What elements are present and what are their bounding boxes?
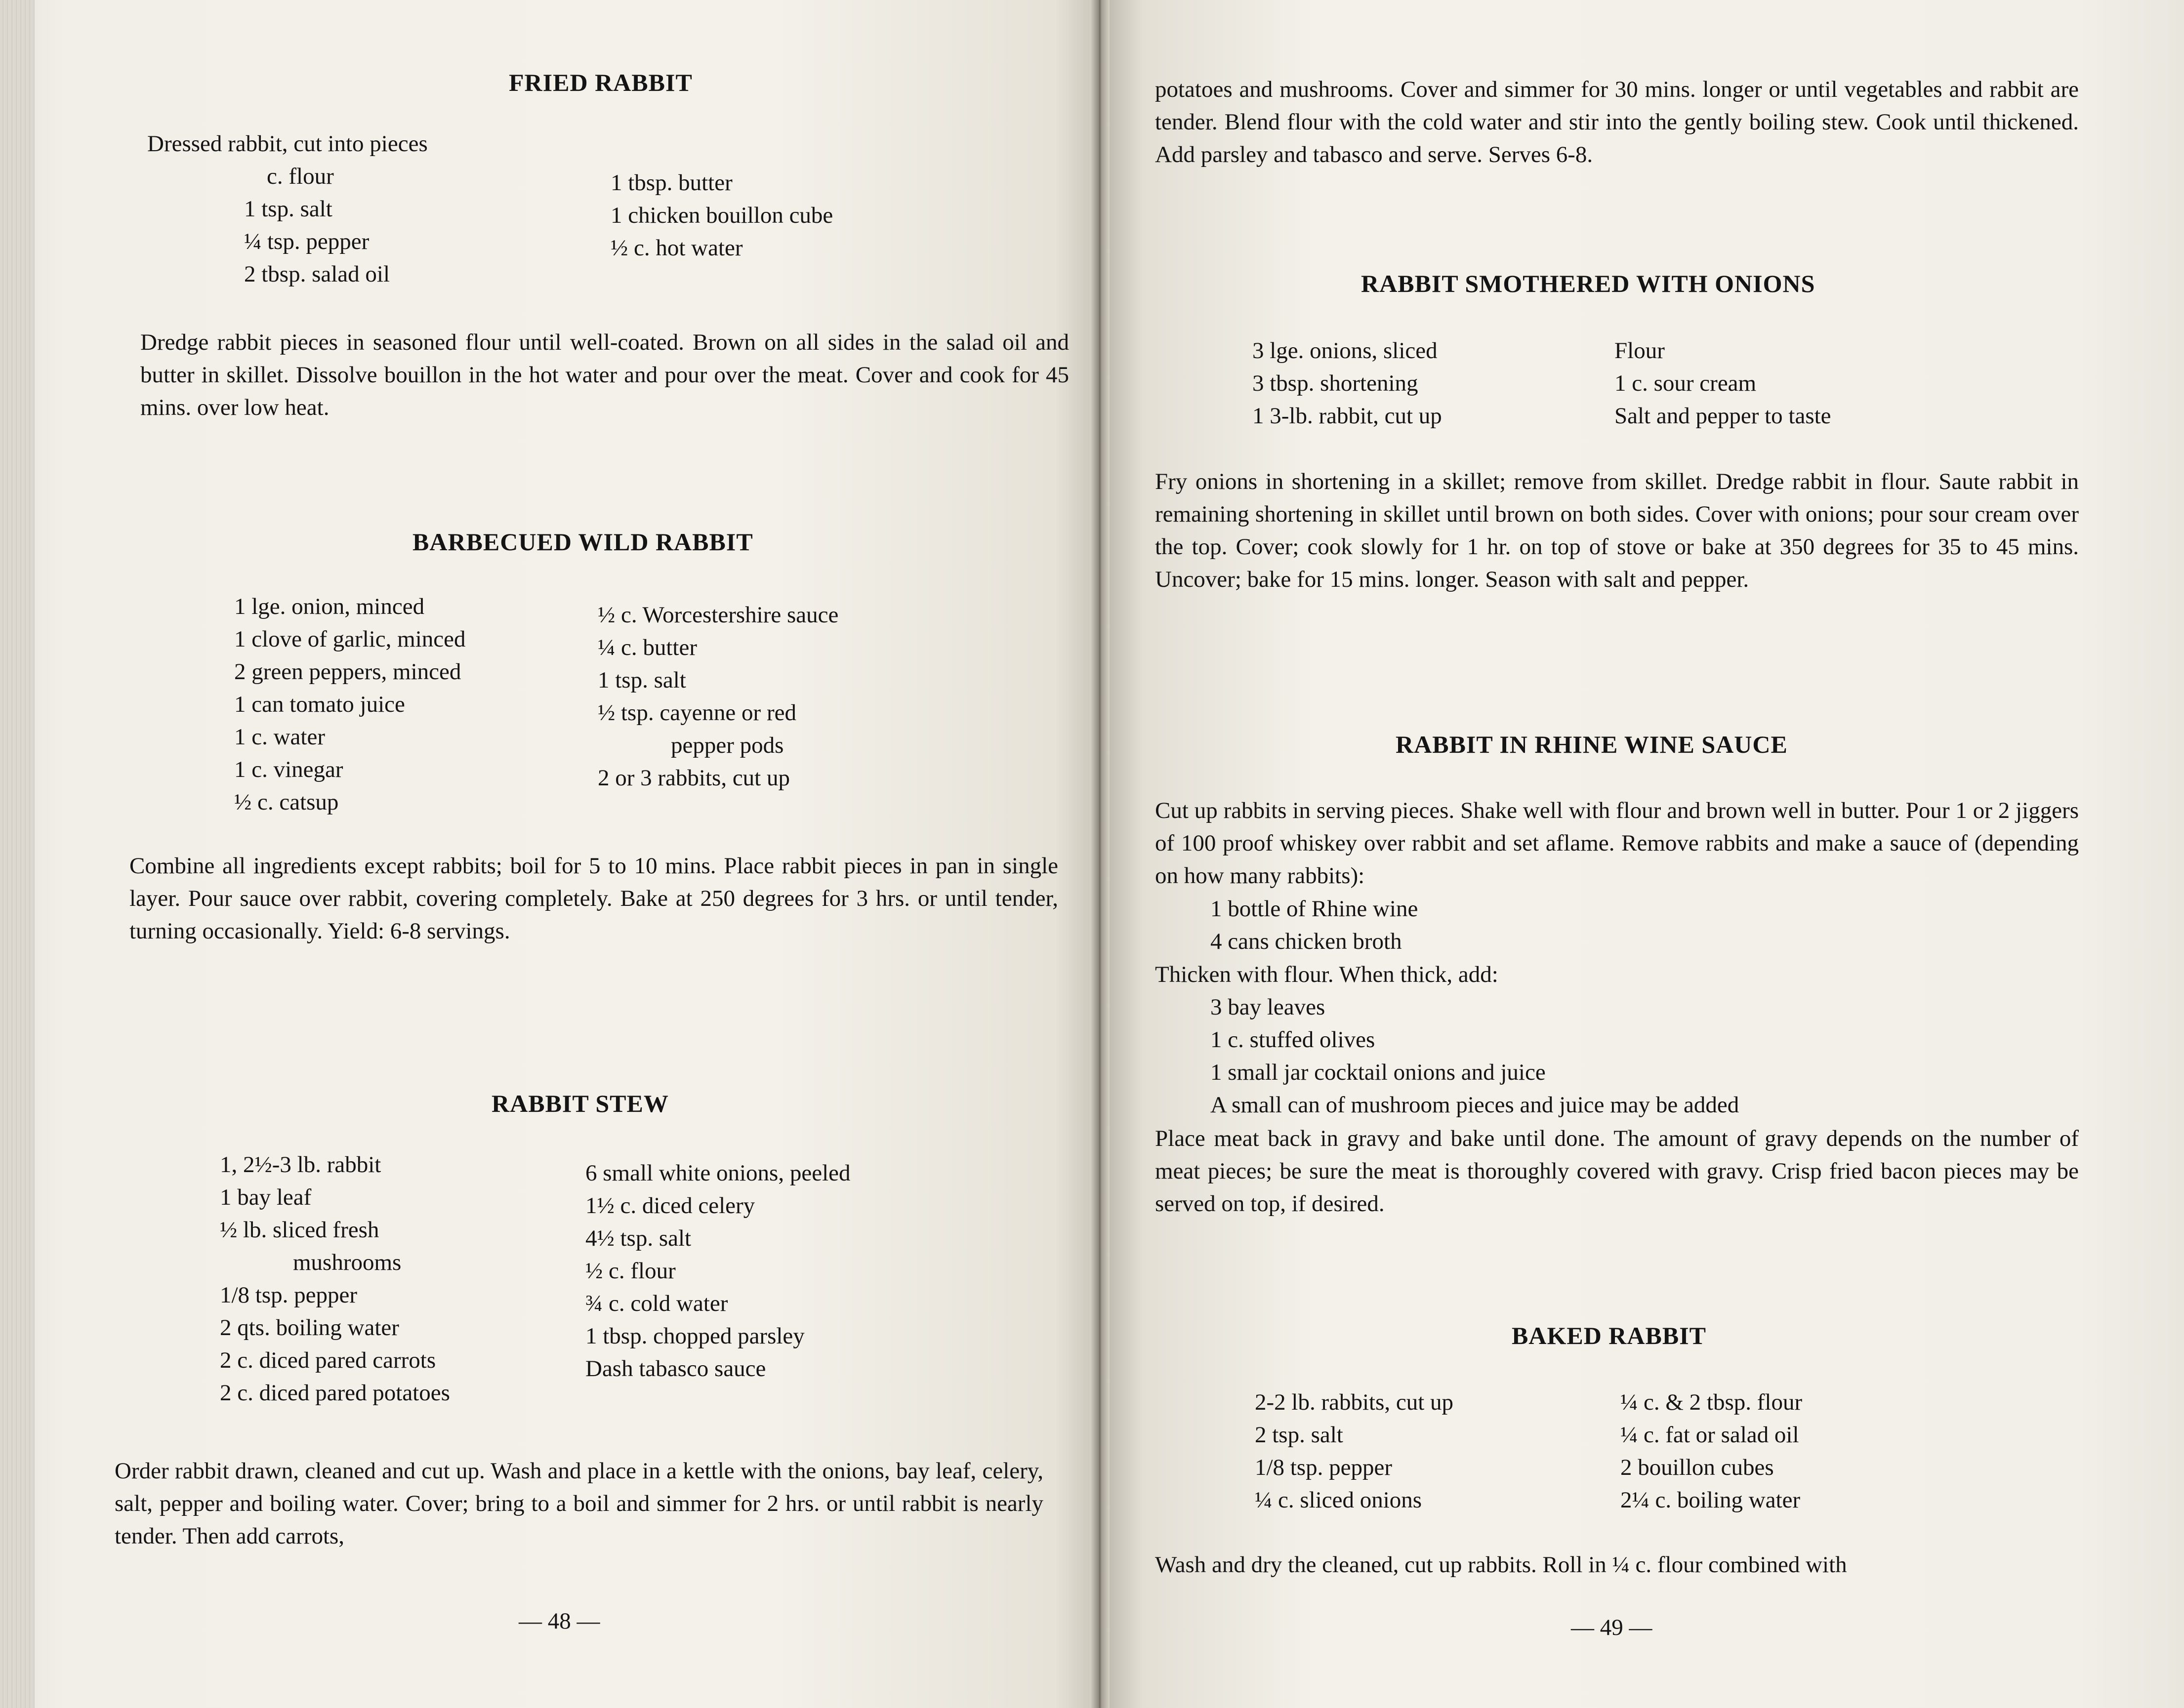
ingredient: mushrooms — [293, 1250, 402, 1275]
ingredient: 2 c. diced pared potatoes — [220, 1380, 450, 1406]
rabbit-stew-ingredients-col1 — [220, 1148, 450, 1409]
ingredient: ¼ c. fat or salad oil — [1620, 1422, 1799, 1448]
ingredient: ¾ c. cold water — [585, 1291, 728, 1316]
fried-rabbit-directions: Dredge rabbit pieces in seasoned flour until well-coated. Brown on all sides in the salad oil and butter in skillet. Dissolve bouillon in the hot water and pour over the meat. Cover and cook for 45 mins. over low heat. — [140, 329, 1069, 420]
ingredient: 1 3-lb. rabbit, cut up — [1252, 403, 1442, 429]
fried-rabbit-title: FRIED RABBIT — [509, 69, 693, 96]
rhine-wine-rabbit-title: RABBIT IN RHINE WINE SAUCE — [1396, 731, 1788, 758]
rabbit-stew-ingredients-col2 — [585, 1157, 850, 1385]
rhine-wine-rabbit-directions: Cut up rabbits in serving pieces. Shake well with flour and brown well in butter. Pour 1 or 2 jiggers of 100 proof whiskey over rabbit and set aflame. Remove rabbits and make a sauce of (depending on how many rabbits): — [1155, 798, 2079, 889]
baked-rabbit-title: BAKED RABBIT — [1512, 1322, 1707, 1349]
baked-rabbit-directions: Wash and dry the cleaned, cut up rabbits. Roll in ¼ c. flour combined with — [1155, 1552, 1847, 1578]
ingredient: 2 bouillon cubes — [1620, 1455, 1774, 1480]
ingredient: 1 c. stuffed olives — [1210, 1027, 1375, 1053]
baked-rabbit-ingredients-col1 — [1255, 1386, 1453, 1516]
ingredient: 4½ tsp. salt — [585, 1225, 692, 1251]
rhine-wine-rabbit-directions-final: Place meat back in gravy and bake until done. The amount of gravy depends on the number of meat pieces; be sure the meat is thoroughly covered with gravy. Crisp fried bacon pieces may be served on top, if desired. — [1155, 1126, 2079, 1217]
barbecued-rabbit-directions: Combine all ingredients except rabbits; boil for 5 to 10 mins. Place rabbit pieces in pan in single layer. Pour sauce over rabbit, covering completely. Bake at 250 degrees for 3 hrs. or until tender, turning occasionally. Yield: 6-8 servings. — [129, 853, 1058, 944]
ingredient: 1 chicken bouillon cube — [611, 203, 833, 228]
ingredient: 1 clove of garlic, minced — [234, 626, 466, 652]
ingredient: A small can of mushroom pieces and juice may be added — [1210, 1092, 1739, 1118]
ingredient: 2-2 lb. rabbits, cut up — [1255, 1389, 1454, 1415]
ingredient: ¼ c. sliced onions — [1255, 1487, 1422, 1513]
smothered-rabbit-ingredients-col2 — [1614, 334, 1831, 432]
ingredient: Salt and pepper to taste — [1614, 403, 1831, 429]
ingredient: c. flour — [267, 163, 334, 189]
rhine-wine-additions — [1210, 991, 1739, 1121]
barbecued-rabbit-ingredients-col1 — [234, 590, 466, 818]
ingredient: 1 can tomato juice — [234, 691, 405, 717]
ingredient: 1, 2½-3 lb. rabbit — [220, 1152, 381, 1178]
ingredient: 6 small white onions, peeled — [585, 1160, 851, 1186]
ingredient: 1 c. vinegar — [234, 757, 343, 782]
ingredient: 1 c. sour cream — [1614, 370, 1757, 396]
rabbit-stew-directions: Order rabbit drawn, cleaned and cut up. Wash and place in a kettle with the onions, bay leaf, celery, salt, pepper and boiling water. Cover; bring to a boil and simmer for 2 hrs. or until rabbit is nearly tender. Then add carrots, — [115, 1458, 1043, 1549]
ingredient: 2 green peppers, minced — [234, 659, 461, 685]
page-edges — [0, 0, 35, 1708]
page-number-49: — 49 — — [1571, 1615, 1652, 1640]
ingredient: 1 lge. onion, minced — [234, 594, 425, 619]
fried-rabbit-intro: Dressed rabbit, cut into pieces — [147, 131, 428, 157]
rabbit-stew-directions-continued: potatoes and mushrooms. Cover and simmer for 30 mins. longer or until vegetables and rabbit are tender. Blend flour with the cold water and stir into the gently boiling stew. Cook until thickened. Add parsley and tabasco and serve. Serves 6-8. — [1155, 77, 2079, 167]
ingredient: Dash tabasco sauce — [585, 1356, 766, 1382]
ingredient: 1 tsp. salt — [598, 667, 686, 693]
ingredient: 1 bay leaf — [220, 1184, 312, 1210]
book-gutter — [1090, 0, 1110, 1708]
ingredient: Flour — [1614, 338, 1665, 364]
ingredient: 2 qts. boiling water — [220, 1315, 399, 1341]
page-number-48: — 48 — — [519, 1608, 600, 1634]
ingredient: 2 tsp. salt — [1255, 1422, 1343, 1448]
ingredient: 3 tbsp. shortening — [1252, 370, 1418, 396]
ingredient: ½ tsp. cayenne or red — [598, 700, 796, 726]
smothered-rabbit-directions: Fry onions in shortening in a skillet; remove from skillet. Dredge rabbit in flour. Saute rabbit in remaining shortening in skillet until brown on both sides. Cover with onions; pour sour cream over the top. Cover; cook slowly for 1 hr. on top of stove or bake at 350 degrees for 35 to 45 mins. Uncover; bake for 15 mins. longer. Season with salt and pepper. — [1155, 469, 2079, 592]
barbecued-rabbit-title: BARBECUED WILD RABBIT — [412, 528, 753, 556]
ingredient: ½ c. flour — [585, 1258, 676, 1284]
ingredient: 2 tbsp. salad oil — [244, 261, 390, 287]
ingredient: 3 lge. onions, sliced — [1252, 338, 1438, 364]
ingredient: ½ lb. sliced fresh — [220, 1217, 379, 1243]
ingredient: 1 bottle of Rhine wine — [1210, 896, 1418, 922]
ingredient: 1 small jar cocktail onions and juice — [1210, 1059, 1546, 1085]
ingredient: ¼ c. & 2 tbsp. flour — [1620, 1389, 1803, 1415]
ingredient: ¼ tsp. pepper — [244, 229, 370, 254]
smothered-rabbit-title: RABBIT SMOTHERED WITH ONIONS — [1361, 270, 1815, 297]
ingredient: ½ c. Worcestershire sauce — [598, 602, 839, 628]
fried-rabbit-ingredients-col2 — [611, 166, 833, 264]
ingredient: ¼ c. butter — [598, 635, 697, 660]
ingredient: 4 cans chicken broth — [1210, 929, 1402, 954]
ingredient: 1/8 tsp. pepper — [220, 1282, 358, 1308]
ingredient: 2 or 3 rabbits, cut up — [598, 765, 790, 791]
baked-rabbit-ingredients-col2 — [1620, 1386, 1802, 1516]
ingredient: 1 tsp. salt — [244, 196, 332, 222]
barbecued-rabbit-ingredients-col2 — [598, 599, 838, 794]
rhine-wine-thicken-text: Thicken with flour. When thick, add: — [1155, 962, 1498, 987]
fried-rabbit-ingredients-col1 — [244, 160, 390, 290]
ingredient: 2¼ c. boiling water — [1620, 1487, 1801, 1513]
ingredient: 1 tbsp. chopped parsley — [585, 1323, 805, 1349]
rhine-wine-sauce-ingredients — [1210, 893, 1418, 958]
ingredient: 1½ c. diced celery — [585, 1193, 755, 1219]
ingredient: 1/8 tsp. pepper — [1255, 1455, 1393, 1480]
ingredient: 3 bay leaves — [1210, 994, 1325, 1020]
ingredient: 2 c. diced pared carrots — [220, 1347, 436, 1373]
ingredient: 1 c. water — [234, 724, 325, 750]
smothered-rabbit-ingredients-col1 — [1252, 334, 1442, 432]
ingredient: pepper pods — [671, 732, 784, 758]
rabbit-stew-title: RABBIT STEW — [492, 1090, 669, 1117]
ingredient: ½ c. catsup — [234, 789, 339, 815]
ingredient: 1 tbsp. butter — [611, 170, 733, 196]
ingredient: ½ c. hot water — [611, 235, 743, 261]
